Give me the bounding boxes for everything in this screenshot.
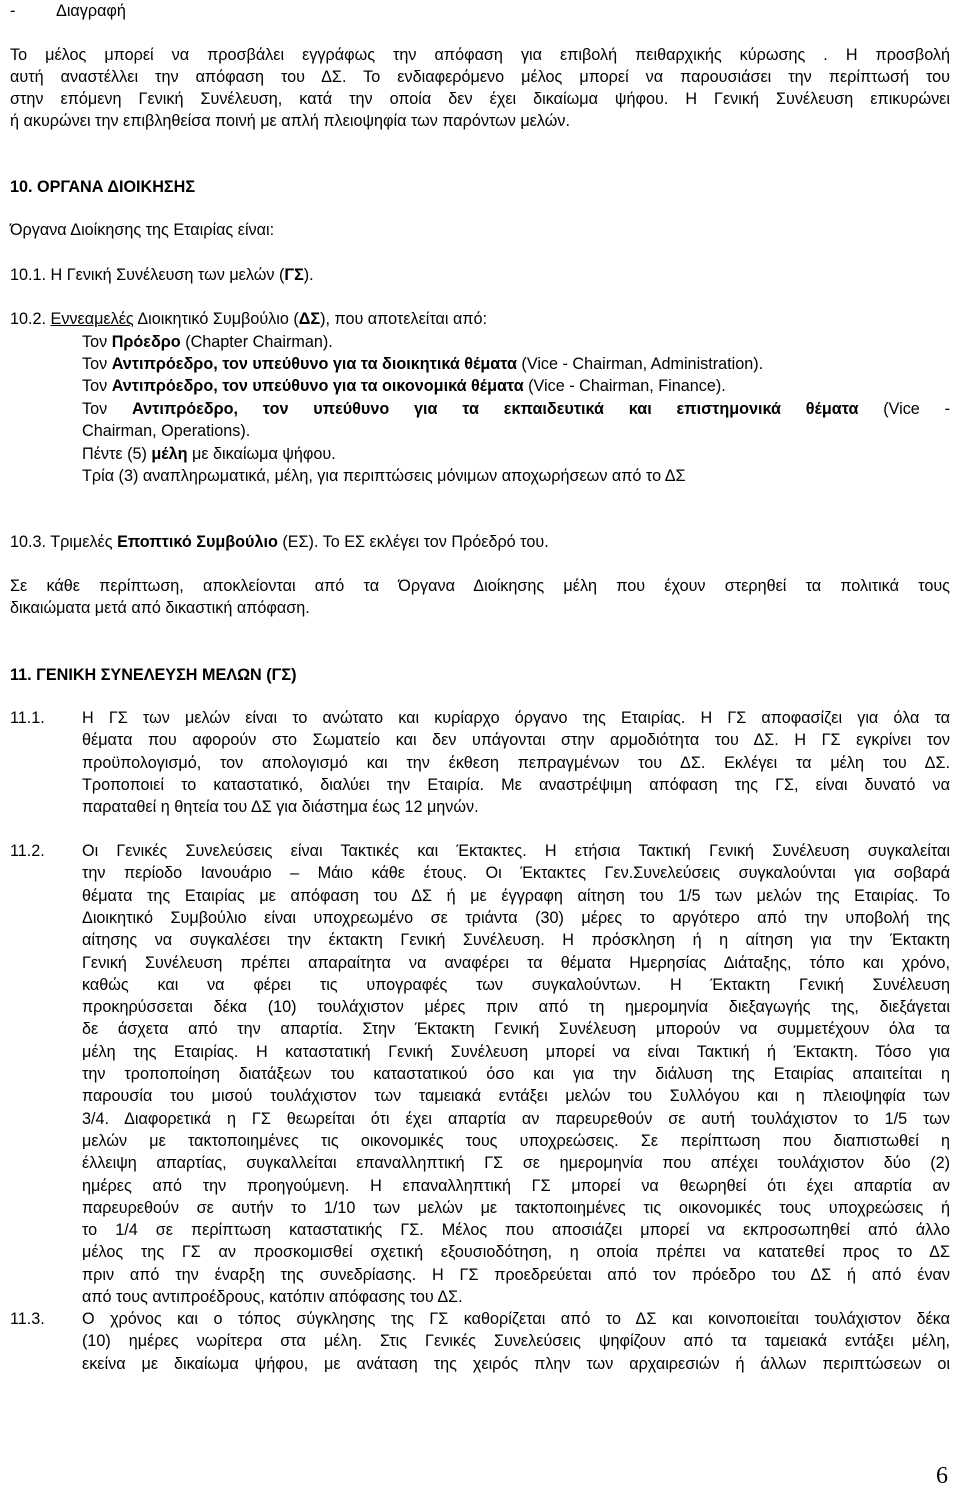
item-10-1-abbr: ΓΣ	[284, 266, 304, 284]
appeal-line-3: στην επόμενη Γενική Συνέλευση, κατά την οποία δεν έχει δικαίωμα ψήφου. Η Γενική Συνέλευση επικυρώνει	[10, 90, 950, 108]
member-vice-admin-english: (Vice - Chairman, Administration).	[516, 355, 764, 373]
member-five-end: με δικαίωμα ψήφου.	[187, 445, 336, 463]
member-vice-finance-english: (Vice - Chairman, Finance).	[523, 377, 726, 395]
exclusion-line-2: δικαιώματα μετά από δικαστική απόφαση.	[10, 599, 310, 617]
p2-line: ημέρες από την προηγούμενη. Η επαναλληπτική ΓΣ μπορεί να θεωρηθεί ότι έχει απαρτία αν	[82, 1176, 950, 1195]
member-five	[82, 443, 960, 465]
p2-line: την περίοδο Ιανουάριο – Μάιο κάθε έτους. Οι Έκτακτες Γεν.Συνελεύσεις συγκαλούνται για σοβαρά	[82, 864, 950, 883]
p2-line: δε άσχετα από την απαρτία. Στην Έκτακτη Γενική Συνέλευση μπορούν να συμμετέχουν όλα τα	[82, 1020, 950, 1039]
item-10-3-bold: Εποπτικό Συμβούλιο	[117, 533, 278, 551]
exclusion-line-1: Σε κάθε περίπτωση, αποκλείονται από τα Όργανα Διοίκησης μέλη που έχουν στερηθεί τα πολιτικά τους	[10, 577, 950, 595]
item-10-1-text: 10.1. Η Γενική Συνέλευση των μελών (	[10, 266, 285, 284]
item-10-2-underlined: Εννεαμελές	[50, 310, 134, 328]
p3-line: (10) ημέρες νωρίτερα στα μέλη. Στις Γενικές Συνελεύσεις ψηφίζουν από τα ταμειακά εντάξει μέλη,	[82, 1332, 950, 1351]
deletion-title: Διαγραφή	[56, 2, 126, 20]
p2-line: Οι Γενικές Συνελεύσεις είναι Τακτικές και Έκτακτες. Η ετήσια Τακτική Γενική Συνέλευση συγκαλείται	[82, 842, 950, 860]
item-10-2-number: 10.2.	[10, 310, 47, 328]
item-10-3-end: (ΕΣ). Το ΕΣ εκλέγει τον Πρόεδρό του.	[277, 533, 549, 551]
item-10-1	[10, 264, 960, 286]
member-vice-ops-cont: Chairman, Operations).	[82, 422, 251, 440]
p2-line: καθώς και να φέρει τις υπογραφές των συγκαλούντων. Η Έκτακτη Γενική Συνέλευση	[82, 975, 950, 994]
member-vice-ops-role: Αντιπρόεδρο, τον υπεύθυνο για τα εκπαιδευτικά και επιστημονικά θέματα	[132, 400, 859, 418]
section-10-intro: Όργανα Διοίκησης της Εταιρίας είναι:	[10, 221, 275, 239]
p2-line: μέλος της ΓΣ αν προσκομισθεί σχετική εξουσιοδότηση, η οποία πρέπει να κατατεθεί προς το ΔΣ	[82, 1243, 950, 1262]
p2-line: πριν από την έναρξη της συνεδρίασης. Η ΓΣ προεδρεύεται από τον πρόεδρο του ΔΣ ή από έναν	[82, 1265, 950, 1284]
item-10-3-text: 10.3. Τριμελές	[10, 533, 118, 551]
p2-line: παρευρεθούν σε αυτήν το 1/10 των μελών με τακτοποιημένες τις οικονομικές τους υποχρεώσεις ή	[82, 1198, 950, 1217]
p3-line: εκείνα με δικαίωμα ψήφου, με ανάταση της χειρός πλην των αρχαιρεσιών ή άλλων περιπτώσεων οι	[82, 1354, 950, 1373]
appeal-line-4: ή ακυρώνει την επιβληθείσα ποινή με απλή πλειοψηφία των παρόντων μελών.	[10, 112, 570, 130]
p11-3-number: 11.3.	[10, 1310, 45, 1328]
p2-line: θέματα της Εταιρίας με απόφαση του ΔΣ ή με έγγραφη αίτηση του 1/5 των μελών της Εταιρίας. Το	[82, 886, 950, 905]
member-vice-finance-role: Αντιπρόεδρο, τον υπεύθυνο για τα οικονομικά θέματα	[111, 377, 524, 395]
p2-line: Γενική Συνέλευση πρέπει απαραίτητα να αναφέρει τα θέματα Ημερησίας Διάταξης, τόπο και χρόνο,	[82, 953, 950, 972]
p11-1-number: 11.1.	[10, 709, 45, 727]
item-10-1-end: ).	[303, 266, 314, 284]
item-10-2	[10, 308, 960, 330]
p2-line: 3/4. Διαφορετικά η ΓΣ θεωρείται ότι έχει απαρτία αν παρευρεθούν σε αυτή τουλάχιστον το 1/5 των	[82, 1109, 950, 1128]
p2-line: προκηρύσσεται δέκα (10) τουλάχιστον μέρες πριν από τη ημερομηνία διεξαγωγής της, διεξάγεται	[82, 998, 950, 1017]
p2-line: μέλη της Εταιρίας. Η καταστατική Γενική Συνέλευση μπορεί να είναι Τακτική ή Έκτακτη. Τόσο για	[82, 1042, 950, 1061]
member-chairman-english: (Chapter Chairman).	[180, 333, 333, 351]
member-vice-ops-prefix: Τον	[82, 400, 132, 418]
member-vice-ops	[82, 398, 950, 420]
appeal-line-1: Το μέλος μπορεί να προσβάλει εγγράφως την απόφαση για επιβολή πειθαρχικής κύρωσης . Η προσβολή	[10, 46, 950, 64]
section-10-heading: 10. ΟΡΓΑΝΑ ΔΙΟΙΚΗΣΗΣ	[10, 178, 196, 196]
p2-line: Διοικητικό Συμβούλιο είναι υποχρεωμένο σε τριάντα (30) μέρες το αργότερο από την υποβολή της	[82, 908, 950, 927]
p1-line: θέματα που αφορούν στο Σωματείο και δεν υπάγονται στην αρμοδιότητα του ΔΣ. Η ΓΣ εγκρίνει τον	[82, 731, 950, 750]
p2-line: έλλειψη απαρτίας, συγκαλλείται επαναλληπτική ΓΣ σε ημερομηνία που απέχει τουλάχιστον δύο (2)	[82, 1154, 950, 1173]
appeal-line-2: αυτή αναστέλλει την απόφαση του ΔΣ. Το ενδιαφερόμενο μέλος μπορεί να παρουσιάσει την περίπτωσή του	[10, 68, 950, 86]
member-alternates: Τρία (3) αναπληρωματικά, μέλη, για περιπτώσεις μόνιμων αποχωρήσεων από το ΔΣ	[82, 467, 686, 485]
page-number: 6	[936, 1463, 948, 1489]
member-vice-admin-role: Αντιπρόεδρο, τον υπεύθυνο για τα διοικητικά θέματα	[111, 355, 517, 373]
p1-line: προϋπολογισμό, τον απολογισμό και την έκθεση πεπραγμένων του ΔΣ. Εκλέγει τα μέλη του ΔΣ.	[82, 753, 950, 772]
p1-line: παραταθεί η θητεία του ΔΣ για διάστημα έως 12 μηνών.	[82, 798, 479, 817]
member-five-prefix: Πέντε (5)	[82, 445, 152, 463]
p2-line: αίτησης να συγκαλέσει την έκτακτη Γενική Συνέλευση. Η πρόσκληση ή η αίτηση για την Έκτακτη	[82, 931, 950, 950]
item-10-2-abbr: ΔΣ	[298, 310, 321, 328]
member-vice-finance	[82, 375, 960, 397]
p11-2-number: 11.2.	[10, 842, 45, 860]
item-10-2-text: Διοικητικό Συμβούλιο (	[133, 310, 299, 328]
item-10-2-end: ), που αποτελείται από:	[320, 310, 488, 328]
p2-line: από τους αντιπροέδρους, κατόπιν απόφασης του ΔΣ.	[82, 1288, 463, 1306]
member-vice-ops-english: (Vice -	[858, 400, 950, 418]
p2-line: παρουσία του μισού τουλάχιστον των ταμειακά εντάξει μελών του Συλλόγου και η πλειοψηφία των	[82, 1087, 950, 1106]
p1-line: Τροποποιεί το καταστατικό, διαλύει την Εταιρία. Με αναστρέψιμη απόφαση της ΓΣ, είναι δυνατό να	[82, 775, 950, 794]
member-vice-admin	[82, 353, 960, 375]
dash: -	[10, 2, 16, 20]
p3-line: Ο χρόνος και ο τόπος σύγκλησης της ΓΣ καθορίζεται από το ΔΣ και κοινοποιείται τουλάχιστον δέκα	[82, 1310, 950, 1328]
item-10-3	[10, 531, 960, 553]
member-vice-admin-prefix: Τον	[82, 355, 112, 373]
member-five-bold: μέλη	[151, 445, 188, 463]
p1-line: Η ΓΣ των μελών είναι το ανώτατο και κυρίαρχο όργανο της Εταιρίας. Η ΓΣ αποφασίζει για όλα τα	[82, 709, 950, 727]
member-chairman-role: Πρόεδρο	[111, 333, 181, 351]
p2-line: την τροποποίηση διατάξεων του καταστατικού όσο και για την διάλυση της Εταιρίας απαιτείται η	[82, 1065, 950, 1083]
member-chairman-prefix: Τον	[82, 333, 112, 351]
p2-line: μελών με τακτοποιημένες τις οικονομικές τους υποχρεώσεις. Σε περίπτωση που διαπιστωθεί η	[82, 1131, 950, 1150]
member-chairman	[82, 331, 960, 353]
section-11-heading: 11. ΓΕΝΙΚΗ ΣΥΝΕΛΕΥΣΗ ΜΕΛΩΝ (ΓΣ)	[10, 666, 297, 684]
p2-line: το 1/4 σε περίπτωση καταστατικής ΓΣ. Μέλος που αποσιάζει μπορεί να εκπροσωπηθεί από άλλο	[82, 1221, 950, 1240]
member-vice-finance-prefix: Τον	[82, 377, 112, 395]
